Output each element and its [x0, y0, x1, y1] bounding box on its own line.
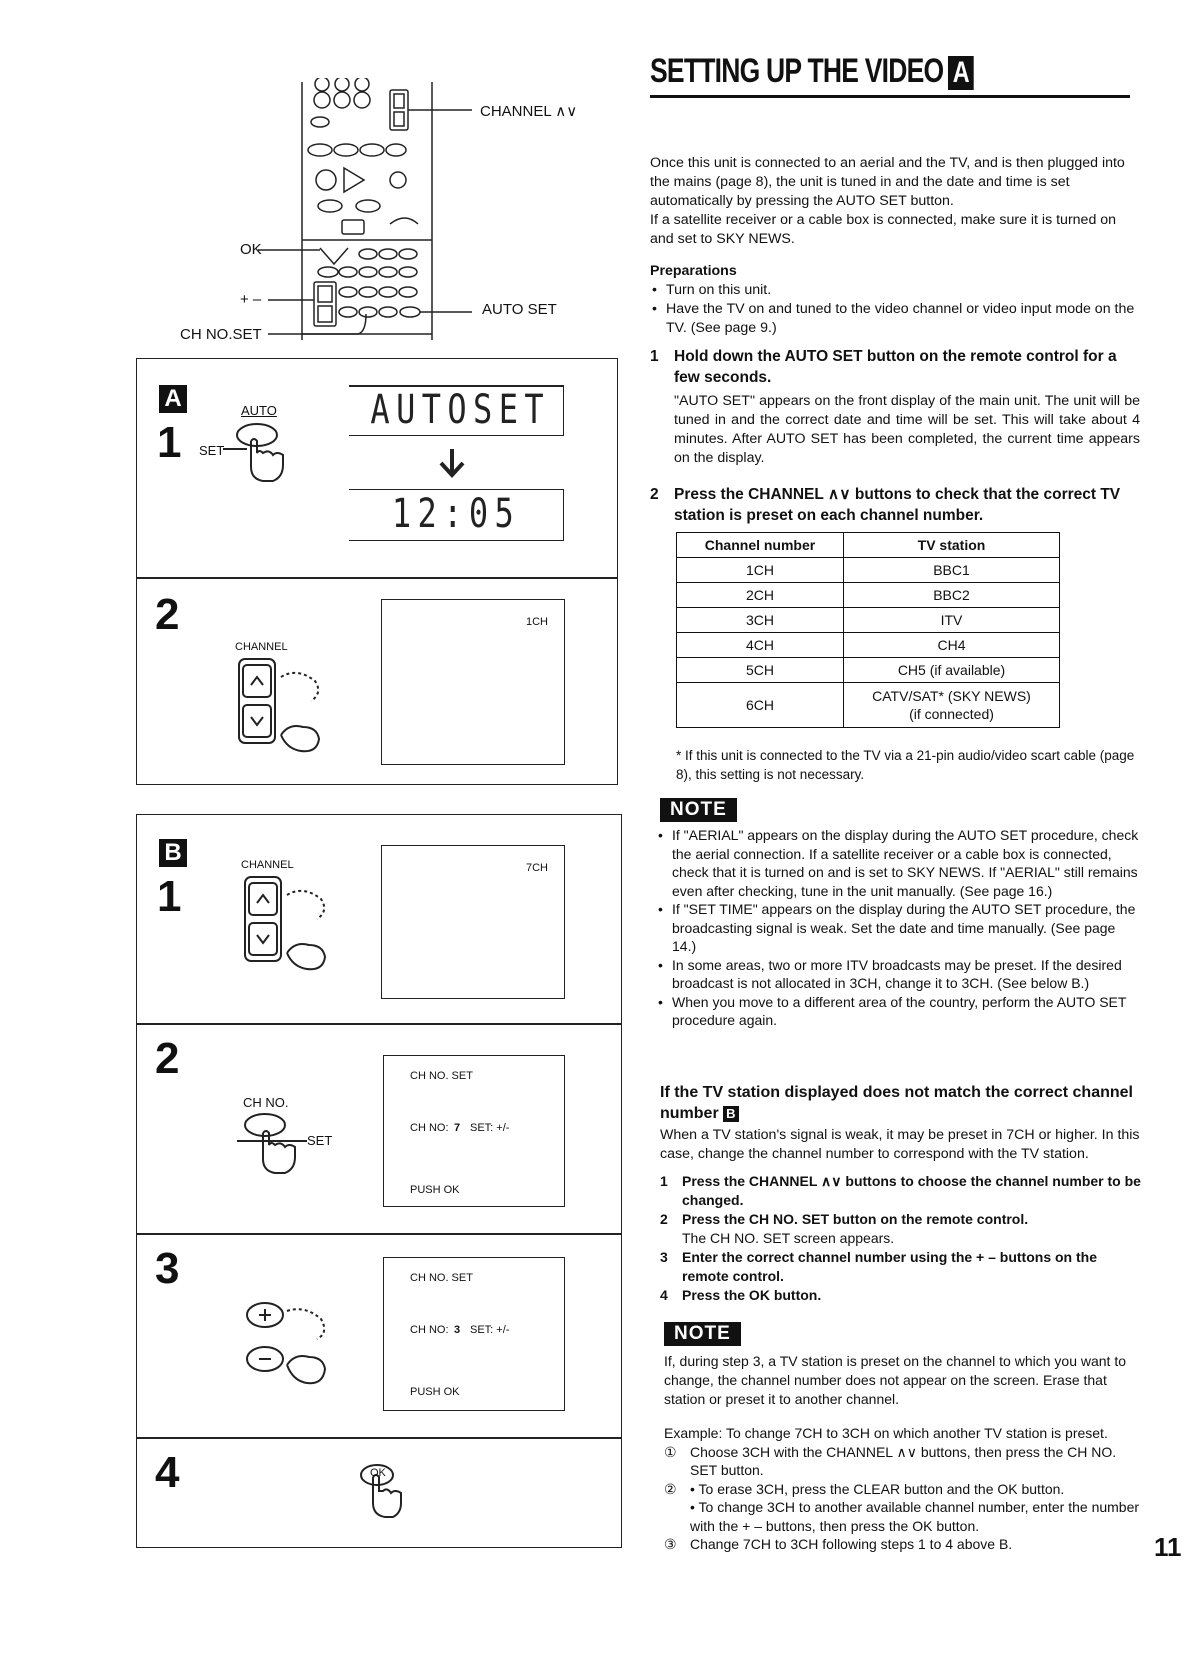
- list-item: [660, 1248, 1142, 1286]
- list-item: [660, 1286, 1142, 1305]
- table-cell: 2CH: [677, 583, 844, 608]
- screen-text: CH NO. SET: [410, 1272, 473, 1284]
- table-row: [677, 583, 1060, 608]
- list-item-text: Enter the correct channel number using the + – buttons on the remote control.: [682, 1249, 1097, 1284]
- auto-label: AUTO: [241, 403, 277, 418]
- ch-no-label: CH NO.: [243, 1095, 289, 1110]
- screen-text: CH NO:: [410, 1324, 449, 1336]
- tv-screen: [383, 1055, 565, 1207]
- list-item-number: 2: [660, 1211, 668, 1227]
- remote-label-channel: CHANNEL ∧∨: [480, 103, 578, 120]
- list-item-number: ③: [664, 1536, 677, 1552]
- table-row: [677, 558, 1060, 583]
- preparations-item: • Turn on this unit.: [650, 281, 1136, 300]
- list-item-text: • To erase 3CH, press the CLEAR button and the OK button. • To change 3CH to another available channel number, enter the number with the + – buttons, then press the OK button.: [690, 1480, 1140, 1534]
- preparations: [650, 262, 1136, 338]
- note-1: [656, 826, 1140, 1030]
- screen-text: SET: +/-: [470, 1122, 510, 1134]
- table-cell: BBC2: [844, 583, 1060, 608]
- auto-set-button-icon: [217, 419, 297, 489]
- screen-channel: 7CH: [525, 862, 548, 874]
- step-number: 2: [155, 1034, 180, 1083]
- list-item: [664, 1535, 1142, 1554]
- ok-label: OK: [370, 1467, 386, 1479]
- step-number: 1: [157, 872, 182, 921]
- divider: [137, 1023, 621, 1025]
- example: [664, 1424, 1142, 1554]
- list-item-sub: The CH NO. SET screen appears.: [682, 1230, 895, 1246]
- table-row: [677, 658, 1060, 683]
- title-badge: A: [948, 56, 973, 90]
- list-item: [664, 1480, 1142, 1536]
- table-cell: ITV: [844, 608, 1060, 633]
- list-item-number: 1: [660, 1173, 668, 1189]
- tv-screen: [381, 845, 565, 999]
- table-cell: 6CH: [677, 683, 844, 728]
- step-1-body: "AUTO SET" appears on the front display of the main unit. The unit will be tuned in and the correct date and time will be set. This will take about 4 minutes. After AUTO SET has been completed, the current time appears on the display.: [674, 393, 1140, 466]
- step-number: 1: [157, 418, 182, 467]
- channel-label: CHANNEL: [241, 859, 294, 871]
- set-label: SET: [199, 443, 225, 458]
- plus-minus-buttons-icon: [245, 1297, 355, 1407]
- screen-text: PUSH OK: [410, 1386, 460, 1398]
- tv-screen: [381, 599, 565, 765]
- set-label: SET: [307, 1133, 333, 1148]
- divider: [137, 1437, 621, 1439]
- table-cell: 3CH: [677, 608, 844, 633]
- section-b-steps: [660, 1172, 1142, 1305]
- preparations-heading: Preparations: [650, 263, 737, 279]
- channel-table: [676, 532, 1060, 728]
- table-header-cell: Channel number: [677, 533, 844, 558]
- step-1-heading: Hold down the AUTO SET button on the remote control for a few seconds.: [674, 348, 1117, 386]
- note-badge-label: NOTE: [664, 1322, 741, 1346]
- table-row: [677, 608, 1060, 633]
- table-cell: 4CH: [677, 633, 844, 658]
- list-item-number: 4: [660, 1287, 668, 1303]
- screen-text: CH NO:: [410, 1122, 449, 1134]
- preparations-item: • Have the TV on and tuned to the video channel or video input mode on the TV. (See page 9.): [650, 300, 1136, 338]
- table-row: [677, 683, 1060, 728]
- note-badge-label: NOTE: [660, 798, 737, 822]
- list-item-number: ②: [664, 1480, 677, 1497]
- table-header-row: [677, 533, 1060, 558]
- table-cell: BBC1: [844, 558, 1060, 583]
- screen-text: PUSH OK: [410, 1184, 460, 1196]
- page-title-text: SETTING UP THE VIDEO: [650, 52, 944, 90]
- note-2: If, during step 3, a TV station is preset on the channel to which you want to change, the channel number does not appear on the screen. Erase that station or preset it to another channel.: [664, 1353, 1127, 1407]
- page-title: [650, 52, 1024, 91]
- panel-a: [136, 358, 618, 785]
- note-item: • In some areas, two or more ITV broadcasts may be preset. If the desired broadcast is not allocated in 3CH, change it to 3CH. (See below B.): [656, 956, 1140, 993]
- list-item: [660, 1210, 1142, 1248]
- step-2: [650, 484, 1140, 526]
- divider: [137, 577, 617, 579]
- channel-buttons-icon: [237, 657, 347, 757]
- panel-b: [136, 814, 622, 1548]
- section-b: [660, 1082, 1142, 1164]
- screen-channel: 1CH: [525, 616, 548, 628]
- panel-b-badge: B: [159, 839, 187, 867]
- page-number: 11: [1154, 1532, 1182, 1562]
- remote-label-auto-set: AUTO SET: [482, 301, 557, 318]
- table-cell: 1CH: [677, 558, 844, 583]
- list-item-text: Choose 3CH with the CHANNEL ∧∨ buttons, then press the CH NO. SET button.: [690, 1443, 1117, 1478]
- intro-paragraph-1: Once this unit is connected to an aerial and the TV, and is then plugged into the mains (page 8), the unit is tuned in and the date and time is set automatically by pressing the AUTO SET button.: [650, 155, 1125, 209]
- panel-a-badge: A: [159, 385, 187, 413]
- display-rule: [349, 385, 563, 387]
- note-badge: [660, 798, 737, 822]
- step-number: 4: [155, 1448, 180, 1497]
- table-row: [677, 633, 1060, 658]
- table-footnote: * If this unit is connected to the TV via a 21-pin audio/video scart cable (page 8), this setting is not necessary.: [676, 748, 1135, 782]
- list-item-number: ①: [664, 1443, 677, 1460]
- ch-no-set-button-icon: [237, 1111, 317, 1181]
- screen-digit: 3: [454, 1324, 461, 1336]
- channel-label: CHANNEL: [235, 641, 288, 653]
- divider: [137, 1233, 621, 1235]
- remote-label-ok: OK: [240, 241, 262, 258]
- note-badge: [664, 1322, 741, 1346]
- screen-digit: 7: [454, 1122, 461, 1134]
- list-item: [660, 1172, 1142, 1210]
- channel-buttons-icon: [243, 875, 353, 975]
- list-item-text: Press the OK button.: [682, 1287, 822, 1303]
- table-cell: 5CH: [677, 658, 844, 683]
- list-item-number: 3: [660, 1249, 668, 1265]
- arrow-down-icon: [437, 447, 467, 479]
- intro: [650, 154, 1136, 249]
- example-intro: Example: To change 7CH to 3CH on which another TV station is preset.: [664, 1425, 1108, 1441]
- remote-label-ch-no-set: CH NO.SET: [180, 326, 262, 343]
- list-item-text: Press the CHANNEL ∧∨ buttons to choose the channel number to be changed.: [682, 1173, 1141, 1208]
- list-item-text: Change 7CH to 3CH following steps 1 to 4 above B.: [690, 1536, 1013, 1552]
- front-display-text: AUTOSET: [370, 387, 551, 433]
- table-cell: CATV/SAT* (SKY NEWS) (if connected): [844, 683, 1060, 728]
- list-item-text: Press the CH NO. SET button on the remote control.: [682, 1211, 1029, 1227]
- list-item: [664, 1443, 1142, 1480]
- remote-label-plus-minus: + –: [240, 291, 262, 308]
- step-1: [650, 346, 1140, 468]
- screen-text: CH NO. SET: [410, 1070, 473, 1082]
- note-item: • If "AERIAL" appears on the display during the AUTO SET procedure, check the aerial connection. If a satellite receiver or a cable box is connected, check that it is turned on and is set to SKY NEWS. If "AERIAL" still remains even after checking, tune in the unit manually. (See page 16.): [656, 826, 1140, 900]
- table-header-cell: TV station: [844, 533, 1060, 558]
- note-item: • When you move to a different area of the country, perform the AUTO SET procedure again.: [656, 993, 1140, 1030]
- section-b-heading: If the TV station displayed does not match the correct channel number: [660, 1084, 1133, 1122]
- intro-paragraph-2: If a satellite receiver or a cable box is connected, make sure it is turned on and set to SKY NEWS.: [650, 212, 1117, 247]
- title-rule: [650, 95, 1130, 98]
- section-b-body: When a TV station's signal is weak, it may be preset in 7CH or higher. In this case, change the channel number to correspond with the TV station.: [660, 1127, 1140, 1162]
- front-display-time: 12:05: [391, 491, 521, 537]
- step-2-heading: Press the CHANNEL ∧∨ buttons to check that the correct TV station is preset on each channel number.: [674, 486, 1121, 524]
- screen-text: SET: +/-: [470, 1324, 510, 1336]
- table-cell: CH5 (if available): [844, 658, 1060, 683]
- table-cell: CH4: [844, 633, 1060, 658]
- tv-screen: [383, 1257, 565, 1411]
- step-number: 3: [155, 1244, 180, 1293]
- note-item: • If "SET TIME" appears on the display during the AUTO SET procedure, the broadcasting signal is weak. Set the date and time manually. (See page 14.): [656, 900, 1140, 956]
- step-2-number: 2: [650, 486, 659, 503]
- step-1-number: 1: [650, 348, 659, 365]
- section-b-badge: B: [723, 1106, 738, 1122]
- step-number: 2: [155, 590, 180, 639]
